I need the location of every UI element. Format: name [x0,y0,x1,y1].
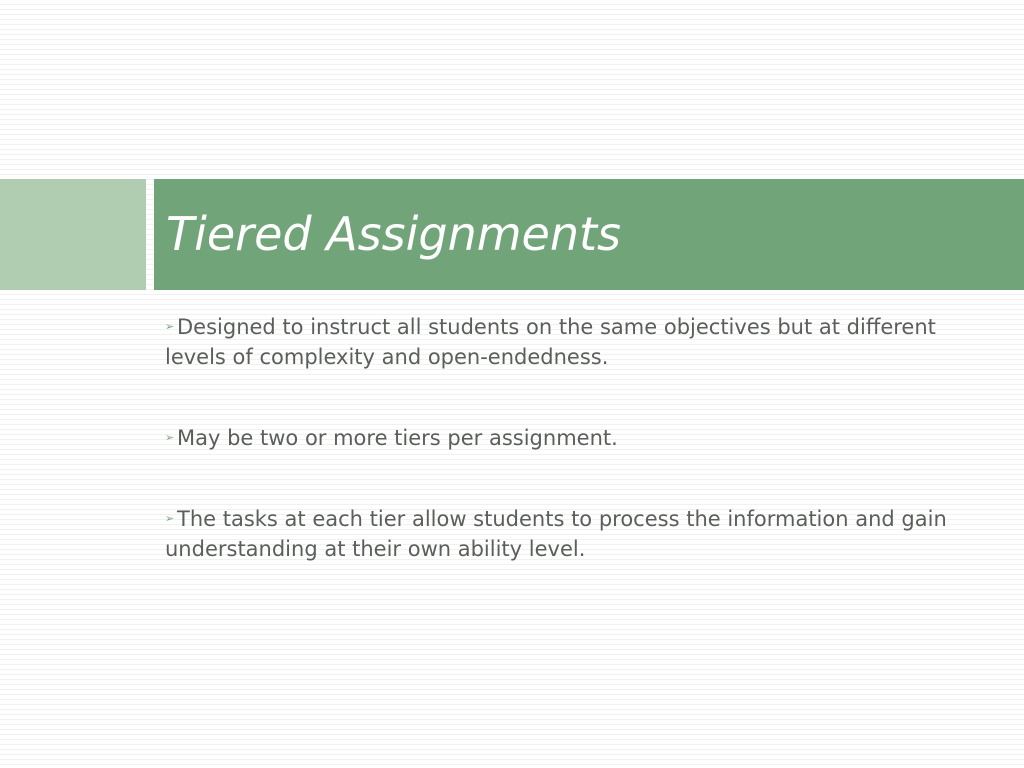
bullet-list [165,312,965,615]
arrow-bullet-icon: ➢ [165,512,175,525]
bullet-item [165,504,965,564]
arrow-bullet-icon: ➢ [165,320,175,333]
title-bar [154,179,1024,290]
bullet-item [165,312,965,372]
slide-title: Tiered Assignments [166,207,622,261]
bullet-item [165,423,965,453]
bullet-text: The tasks at each tier allow students to process the information and gain understanding at their own ability level. [165,507,947,561]
title-accent-block [0,179,146,290]
arrow-bullet-icon: ➢ [165,431,175,444]
bullet-text: Designed to instruct all students on the same objectives but at different levels of complexity and open-endedness. [165,315,936,369]
bullet-text: May be two or more tiers per assignment. [177,426,618,450]
